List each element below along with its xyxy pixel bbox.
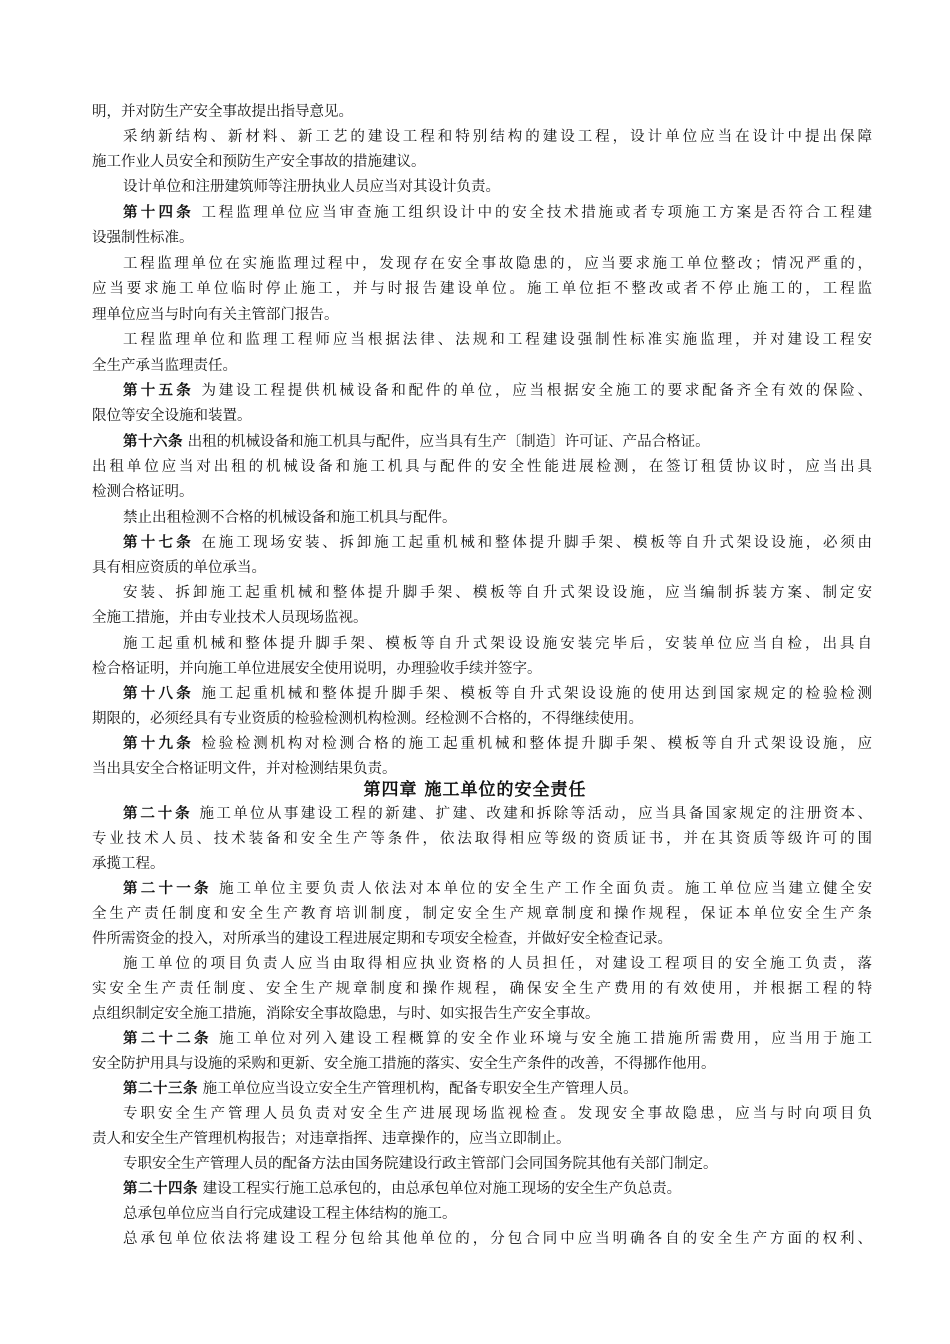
line-text: 检合格证明，并向施工单位进展安全使用说明，办理验收手续并签字。 (92, 661, 542, 677)
line-text: 采纳新结构、新材料、新工艺的建设工程和特别结构的建设工程，设计单位应当在设计中提出保障 (123, 129, 872, 145)
text-line (92, 1054, 872, 1074)
line-text: 理单位应当与时向有关主管部门报告。 (92, 307, 339, 323)
article-label: 第十八条 (123, 685, 195, 702)
line-text: 责人和安全生产管理机构报告；对违章指挥、违章操作的，应当立即制止。 (92, 1131, 571, 1147)
line-text: 期限的，必须经具有专业资质的检验检测机构检测。经检测不合格的，不得继续使用。 (92, 711, 643, 727)
text-line (92, 177, 872, 197)
text-line (92, 482, 872, 502)
line-text: 检验检测机构对检测合格的施工起重机械和整体提升脚手架、模板等自升式架设设施，应 (201, 736, 872, 752)
text-line (92, 583, 872, 603)
line-text: 当出具安全合格证明文件，并对检测结果负责。 (92, 761, 397, 777)
text-line (92, 254, 872, 274)
line-text: 为建设工程提供机械设备和配件的单位，应当根据安全施工的要求配备齐全有效的保险、 (201, 383, 872, 399)
line-text: 检测合格证明。 (92, 484, 194, 500)
article-label: 第十六条 (123, 433, 183, 450)
text-line (92, 634, 872, 654)
line-text: 总承包单位依法将建设工程分包给其他单位的，分包合同中应当明确各自的安全生产方面的权利、 (123, 1231, 872, 1247)
text-line (92, 759, 872, 779)
text-line (92, 904, 872, 924)
line-text: 工程监理单位应当审查施工组织设计中的安全技术措施或者专项施工方案是否符合工程建 (201, 205, 872, 221)
line-text: 全生产承当监理责任。 (92, 358, 237, 374)
text-line (92, 709, 872, 729)
line-text: 出租单位应当对出租的机械设备和施工机具与配件的安全性能进展检测，在签订租赁协议时，应当出具 (92, 459, 872, 475)
text-line (92, 829, 872, 849)
line-text: 设计单位和注册建筑师等注册执业人员应当对其设计负责。 (123, 179, 500, 195)
line-text: 专职安全生产管理人员的配备方法由国务院建设行政主管部门会同国务院其他有关部门制定。 (123, 1156, 718, 1172)
text-line (92, 979, 872, 999)
line-text: 限位等安全设施和装置。 (92, 408, 252, 424)
chapter-heading: 第四章 施工单位的安全责任 (363, 780, 587, 800)
text-line (92, 1004, 872, 1024)
line-text: 全施工措施，并由专业技术人员现场监视。 (92, 610, 368, 626)
text-line (92, 1229, 872, 1249)
text-line (92, 279, 872, 299)
line-text: 具有相应资质的单位承当。 (92, 560, 266, 576)
text-line (92, 127, 872, 147)
text-line (92, 1129, 872, 1149)
text-line (92, 432, 872, 452)
text-line (92, 152, 872, 172)
line-text: 总承包单位应当自行完成建设工程主体结构的施工。 (123, 1206, 457, 1222)
line-text: 全生产责任制度和安全生产教育培训制度，制定安全生产规章制度和操作规程，保证本单位安全生产条 (92, 906, 872, 922)
line-text: 应当要求施工单位临时停止施工，并与时报告建设单位。施工单位拒不整改或者不停止施工的，工程监 (92, 281, 872, 297)
text-line (92, 228, 872, 248)
line-text: 点组织制定安全施工措施，消除安全事故隐患，与时、如实报告生产安全事故。 (92, 1006, 600, 1022)
line-text: 安全防护用具与设施的采购和更新、安全施工措施的落实、安全生产条件的改善，不得挪作他用。 (92, 1056, 716, 1072)
article-label: 第二十一条 (123, 880, 212, 897)
line-text: 施工单位主要负责人依法对本单位的安全生产工作全面负责。施工单位应当建立健全安 (219, 881, 872, 897)
article-label: 第十四条 (123, 204, 195, 221)
text-line (92, 684, 872, 704)
text-line (92, 1204, 872, 1224)
line-text: 安装、拆卸施工起重机械和整体提升脚手架、模板等自升式架设设施，应当编制拆装方案、制定安 (123, 585, 872, 601)
line-text: 施工起重机械和整体提升脚手架、模板等自升式架设设施安装完毕后，安装单位应当自检，出具自 (123, 636, 872, 652)
line-text: 专职安全生产管理人员负责对安全生产进展现场监视检查。发现安全事故隐患，应当与时向项目负 (123, 1106, 872, 1122)
line-text: 出租的机械设备和施工机具与配件，应当具有生产〔制造〕许可证、产品合格证。 (187, 434, 710, 450)
line-text: 专业技术人员、技术装备和安全生产等条件，依法取得相应等级的资质证书，并在其资质等级许可的围 (92, 831, 872, 847)
line-text: 实安全生产责任制度、安全生产规章制度和操作规程，确保安全生产费用的有效使用，并根据工程的特 (92, 981, 872, 997)
text-line (92, 457, 872, 477)
text-line (92, 1079, 872, 1099)
text-line (92, 406, 872, 426)
text-line (92, 381, 872, 401)
text-line (92, 508, 872, 528)
line-text: 工程监理单位在实施监理过程中，发现存在安全事故隐患的，应当要求施工单位整改；情况严重的， (123, 256, 872, 272)
line-text: 设强制性标准。 (92, 230, 194, 246)
line-text: 件所需资金的投入，对所承当的建设工程进展定期和专项安全检查，并做好安全检查记录。 (92, 931, 672, 947)
text-line (92, 330, 872, 350)
line-text: 施工单位应当设立安全生产管理机构，配备专职安全生产管理人员。 (202, 1081, 638, 1097)
text-line (92, 1104, 872, 1124)
line-text: 施工单位的项目负责人应当由取得相应执业资格的人员担任，对建设工程项目的安全施工负责，落 (123, 956, 872, 972)
text-line (92, 1029, 872, 1049)
text-line (92, 203, 872, 223)
text-line (92, 1179, 872, 1199)
article-label: 第十七条 (123, 534, 195, 551)
text-line (92, 804, 872, 824)
article-label: 第二十条 (123, 805, 193, 822)
article-label: 第十五条 (123, 382, 195, 399)
text-line (92, 533, 872, 553)
text-line (92, 305, 872, 325)
line-text: 明，并对防生产安全事故提出指导意见。 (92, 104, 353, 120)
line-text: 建设工程实行施工总承包的，由总承包单位对施工现场的安全生产负总责。 (202, 1181, 682, 1197)
text-line (92, 558, 872, 578)
text-line (92, 929, 872, 949)
line-text: 施工单位对列入建设工程概算的安全作业环境与安全施工措施所需费用，应当用于施工 (219, 1031, 872, 1047)
text-line (92, 879, 872, 899)
text-line (92, 102, 872, 122)
text-line (92, 356, 872, 376)
line-text: 在施工现场安装、拆卸施工起重机械和整体提升脚手架、模板等自升式架设设施，必须由 (201, 535, 872, 551)
article-label: 第二十二条 (123, 1030, 212, 1047)
line-text: 施工作业人员安全和预防生产安全事故的措施建议。 (92, 154, 426, 170)
line-text: 工程监理单位和监理工程师应当根据法律、法规和工程建设强制性标准实施监理，并对建设工程安 (123, 332, 872, 348)
text-line (92, 659, 872, 679)
article-label: 第十九条 (123, 735, 195, 752)
text-line (92, 734, 872, 754)
line-text: 禁止出租检测不合格的机械设备和施工机具与配件。 (123, 510, 457, 526)
article-label: 第二十三条 (123, 1080, 198, 1097)
text-line (92, 1154, 872, 1174)
text-line (92, 854, 872, 874)
text-line (92, 954, 872, 974)
line-text: 施工起重机械和整体提升脚手架、模板等自升式架设设施的使用达到国家规定的检验检测 (201, 686, 872, 702)
line-text: 承揽工程。 (92, 856, 165, 872)
text-line (92, 608, 872, 628)
article-label: 第二十四条 (123, 1180, 198, 1197)
line-text: 施工单位从事建设工程的新建、扩建、改建和拆除等活动，应当具备国家规定的注册资本、 (199, 806, 872, 822)
